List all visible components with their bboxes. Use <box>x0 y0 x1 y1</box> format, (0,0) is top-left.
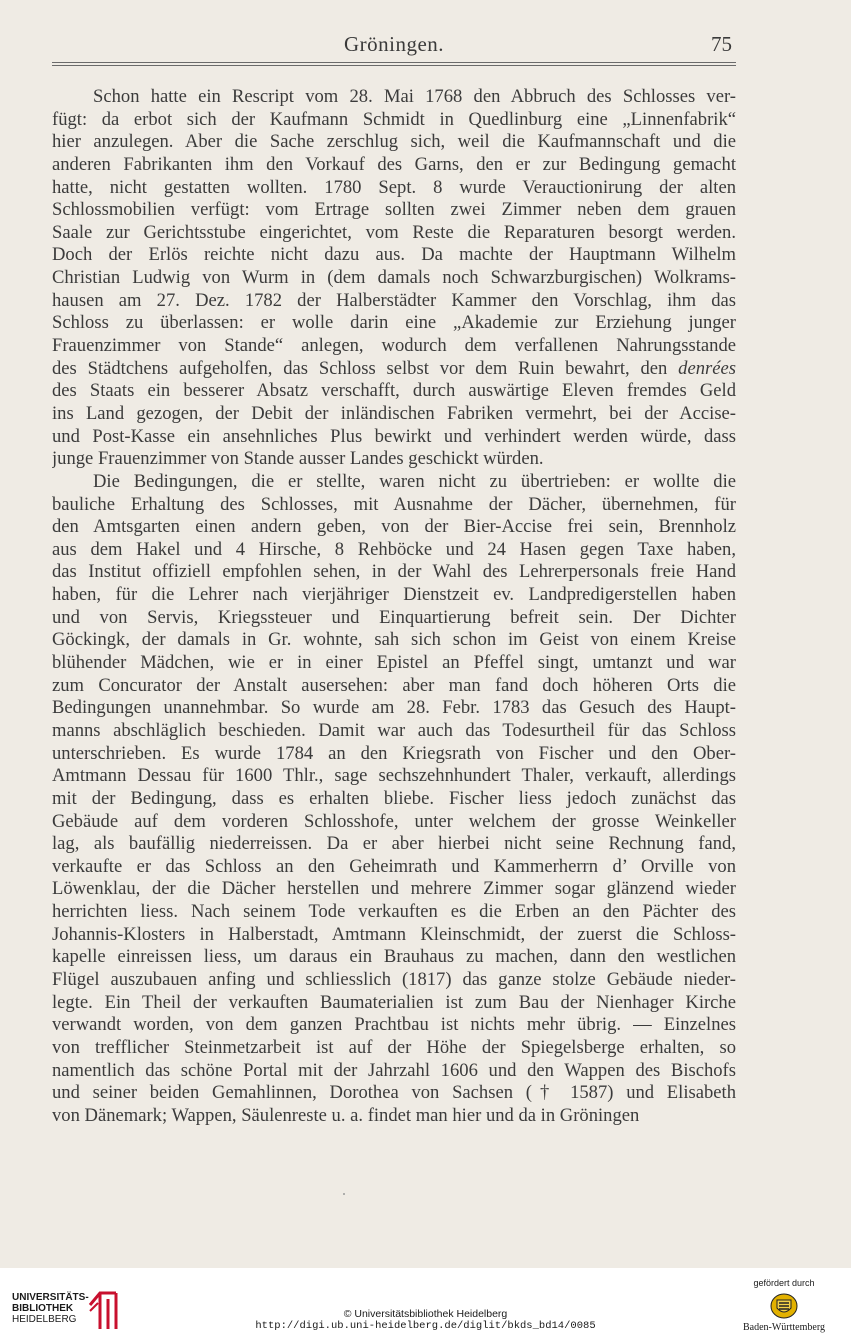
library-name-line-1: UNIVERSITÄTS- <box>12 1292 89 1303</box>
text-line: und Post-Kasse ein ansehnliches Plus bewirkt und verhindert werden würde, dass <box>52 425 736 447</box>
text-line: herrichten liess. Nach seinem Tode verkauften es die Erben an den Pächter des <box>52 901 736 923</box>
text-line: verwandt worden, von dem ganzen Prachtbau ist nichts mehr übrig. — Einzelnes <box>52 1014 736 1036</box>
digitization-footer <box>0 1268 851 1337</box>
text-line: ins Land gezogen, der Debit der inländischen Fabriken vermehrt, bei der Accise- <box>52 402 736 424</box>
text-line: des Städtchens aufgeholfen, das Schloss selbst vor dem Ruin bewahrt, den denrées <box>52 357 736 379</box>
text-line: und seiner beiden Gemahlinnen, Dorothea von Sachsen († 1587) und Elisabeth <box>52 1082 736 1104</box>
text-line: von trefflicher Steinmetzarbeit ist auf der Höhe der Spiegelsberge erhalten, so <box>52 1036 736 1058</box>
text-line: zum Concurator der Anstalt ausersehen: aber man fand doch höheren Orts die <box>52 674 736 696</box>
text-line: Saale zur Gerichtsstube eingerichtet, vom Reste die Reparaturen besorgt werden. <box>52 221 736 243</box>
text-line: legte. Ein Theil der verkauften Baumaterialien ist zum Bau der Nienhager Kirche <box>52 991 736 1013</box>
print-speck <box>343 1193 345 1195</box>
text-line: Göckingk, der damals in Gr. wohnte, sah sich schon im Geist von einem Kreise <box>52 629 736 651</box>
funded-label: gefördert durch <box>753 1278 815 1288</box>
text-line: Johannis-Klosters in Halberstadt, Amtmann Kleinschmidt, der zuerst die Schloss- <box>52 923 736 945</box>
text-line: Flügel auszubauen anfing und schliesslich (1817) das ganze stolze Gebäude nieder- <box>52 968 736 990</box>
text-line: und von Servis, Kriegssteuer und Einquartierung befreit sein. Der Dichter <box>52 606 736 628</box>
text-line: des Staats ein besserer Absatz verschafft, durch auswärtige Eleven fremdes Geld <box>52 380 736 402</box>
page-number: 75 <box>711 32 732 56</box>
baden-wuerttemberg-crest-icon[interactable] <box>769 1292 799 1320</box>
text-line: aus dem Hakel und 4 Hirsche, 8 Rehböcke und 24 Hasen gegen Taxe haben, <box>52 538 736 560</box>
text-line: kapelle einreissen liess, um daraus ein Brauhaus zu machen, dann den westlichen <box>52 946 736 968</box>
funder-name: Baden-Württemberg <box>742 1322 825 1333</box>
text-line: namentlich das schöne Portal mit der Jahrzahl 1606 und den Wappen des Bischofs <box>52 1059 736 1081</box>
text-line: Doch der Erlös reichte nicht dazu aus. Da machte der Hauptmann Wilhelm <box>52 244 736 266</box>
text-line: Schloss zu überlassen: er wolle darin eine „Akademie zur Erziehung junger <box>52 312 736 334</box>
text-line: Die Bedingungen, die er stellte, waren nicht zu übertrieben: er wollte die <box>93 470 736 492</box>
text-line: manns abschläglich beschieden. Damit war auch das Todesurtheil für das Schloss <box>52 719 736 741</box>
running-title: Gröningen. <box>343 32 445 56</box>
page-header <box>52 32 736 58</box>
text-line: anderen Fabrikanten ihm den Vorkauf des Garns, den er zur Bedingung gemacht <box>52 153 736 175</box>
text-line: Schlossmobilien verfügt: vom Ertrage sollten zwei Zimmer neben dem grauen <box>52 199 736 221</box>
body-text <box>52 86 736 1127</box>
text-line: lag, als baufällig niederreissen. Da er aber hierbei nicht seine Rechnung fand, <box>52 833 736 855</box>
library-name-line-3: HEIDELBERG <box>12 1314 77 1325</box>
text-line: Frauenzimmer von Stande“ anlegen, wodurch dem verfallenen Nahrungsstande <box>52 335 736 357</box>
text-line: von Dänemark; Wappen, Säulenreste u. a. findet man hier und da in Gröningen <box>52 1104 640 1126</box>
text-line: unterschrieben. Es wurde 1784 an den Kriegsrath von Fischer und den Ober- <box>52 742 736 764</box>
text-line: Gebäude auf dem vorderen Schlosshofe, unter welchem der grosse Weinkeller <box>52 810 736 832</box>
funding-notice <box>729 1278 839 1333</box>
text-line: Schon hatte ein Rescript vom 28. Mai 1768 den Abbruch des Schlosses ver- <box>93 86 736 107</box>
text-line: hausen am 27. Dez. 1782 der Halberstädter Kammer den Vorschlag, ihm das <box>52 289 736 311</box>
text-line: junge Frauenzimmer von Stande ausser Landes geschickt würden. <box>52 448 544 470</box>
permalink-url[interactable]: http://digi.ub.uni-heidelberg.de/diglit/bkds_bd14/0085 <box>255 1320 596 1332</box>
text-line: blühender Mädchen, wie er in einer Epistel an Pfeffel singt, umtanzt und war <box>52 652 736 674</box>
text-line: das Institut offiziell empfohlen sehen, in der Wahl des Lehrerpersonals freie Hand <box>52 561 736 583</box>
text-line: haben, für die Lehrer nach vierjähriger Dienstzeit ev. Landpredigerstellen haben <box>52 584 736 606</box>
text-line: Löwenklau, der die Dächer herstellen und mehrere Zimmer sogar glänzend wieder <box>52 878 736 900</box>
text-line: Christian Ludwig von Wurm in (dem damals noch Schwarzburgischen) Wolkrams- <box>52 267 736 289</box>
text-line: Amtmann Dessau für 1600 Thlr., sage sechszehnhundert Thaler, verkauft, allerdings <box>52 765 736 787</box>
header-rule-top <box>52 62 736 63</box>
italic-term: denrées <box>678 357 736 379</box>
text-line: Bedingungen unannehmbar. So wurde am 28. Febr. 1783 das Gesuch des Haupt- <box>52 697 736 719</box>
text-line: hier anzulegen. Aber die Sache zerschlug sich, weil die Kaufmannschaft und die <box>52 131 736 153</box>
text-line: mit der Bedingung, dass es erhalten bliebe. Fischer liess jedoch zunächst das <box>52 787 736 809</box>
copyright-notice: © Universitätsbibliothek Heidelberg <box>343 1308 508 1320</box>
library-name-line-2: BIBLIOTHEK <box>12 1303 74 1314</box>
header-rule-bottom <box>52 65 736 66</box>
text-line: hatte, nicht gestatten wollten. 1780 Sept. 8 wurde Verauctionirung der alten <box>52 176 736 198</box>
text-line: den Amtsgarten einen andern geben, von der Bier-Accise frei sein, Brennholz <box>52 516 736 538</box>
text-line: fügt: da erbot sich der Kaufmann Schmidt in Quedlinburg eine „Linnenfabrik“ <box>52 108 736 130</box>
text-line: bauliche Erhaltung des Schlosses, mit Ausnahme der Dächer, übernehmen, für <box>52 493 736 515</box>
text-line: verkaufte er das Schloss an den Geheimrath und Kammerherrn d’ Orville von <box>52 855 736 877</box>
